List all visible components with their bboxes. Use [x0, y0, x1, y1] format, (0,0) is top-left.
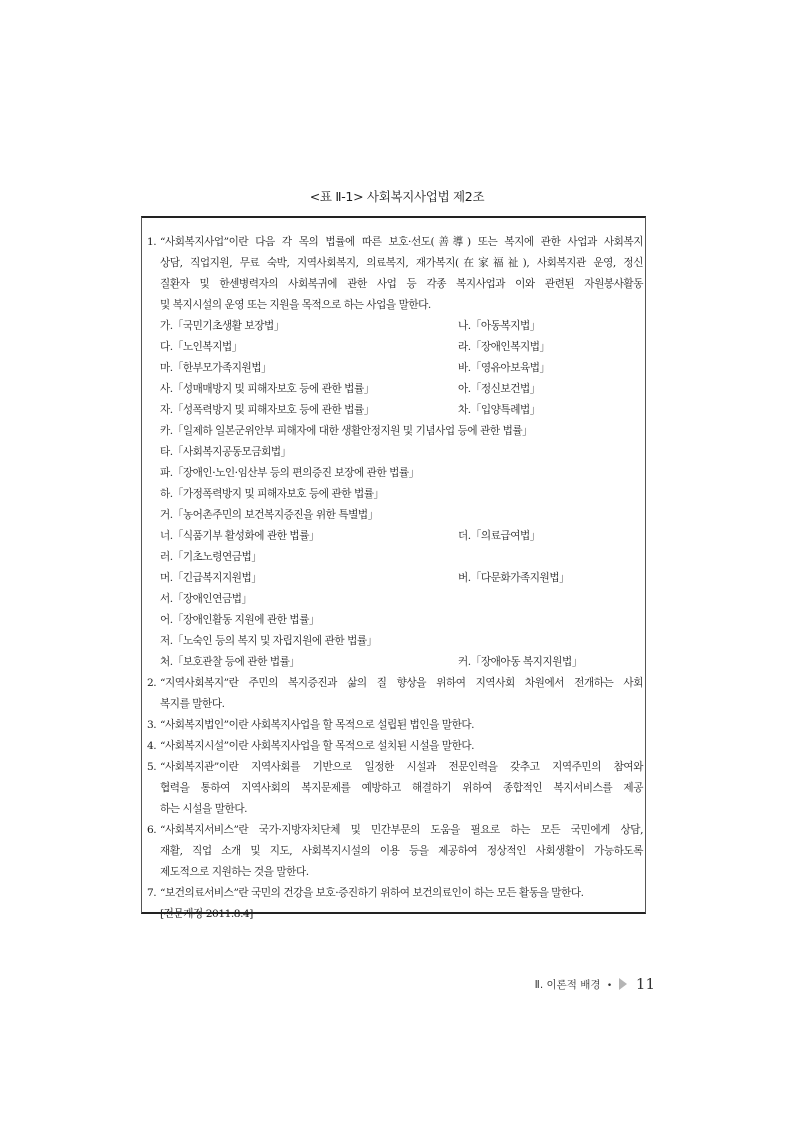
subitem-left: 처.「보호관찰 등에 관한 법률」	[160, 656, 300, 668]
subitem-row	[160, 358, 643, 379]
subitem-left: 파.「장애인·노인·임산부 등의 편의증진 보장에 관한 법률」	[160, 467, 419, 479]
item-text-line: 복지를 말한다.	[160, 698, 225, 710]
list-item	[147, 757, 643, 820]
item-text-line: “사회복지법인”이란 사회복지사업을 할 목적으로 설립된 법인을 말한다.	[160, 719, 475, 731]
subitem-right: 차.「입양특례법」	[458, 404, 540, 416]
subitem-left: 저.「노숙인 등의 복지 및 자립지원에 관한 법률」	[160, 635, 377, 647]
item-text-line: “사회복지관”이란 지역사회를 기반으로 일정한 시설과 전문인력을 갖추고 지역주민의 참여와	[160, 761, 643, 773]
revision-note: [전문개정 2011.8.4]	[160, 908, 253, 920]
item-text-line: “보건의료서비스”란 국민의 건강을 보호·증진하기 위하여 보건의료인이 하는 모든 활동을 말한다.	[160, 887, 584, 899]
item-number: 1.	[147, 236, 157, 248]
subitem-left: 너.「식품기부 활성화에 관한 법률」	[160, 530, 320, 542]
subitem-left: 가.「국민기초생활 보장법」	[160, 320, 284, 332]
table-content	[147, 232, 643, 925]
subitem-right: 버.「다문화가족지원법」	[458, 572, 570, 584]
list-item	[147, 715, 643, 736]
item-number: 7.	[147, 887, 157, 899]
item-text-line: 협력을 통하여 지역사회의 복지문제를 예방하고 해결하기 위하여 종합적인 복지서비스를 제공	[160, 782, 643, 794]
item-number: 2.	[147, 677, 157, 689]
subitem-left: 어.「장애인활동 지원에 관한 법률」	[160, 614, 320, 626]
item-text-line: “사회복지서비스”란 국가·지방자치단체 및 민간부문의 도움을 필요로 하는 모든 국민에게 상담,	[160, 824, 643, 836]
subitem-row	[160, 379, 643, 400]
item-list-1	[147, 232, 643, 316]
subitem-row	[160, 652, 643, 673]
subitem-left: 타.「사회복지공동모금회법」	[160, 446, 291, 458]
subitem-row	[160, 589, 643, 610]
subitem-row	[160, 442, 643, 463]
subitem-left: 마.「한부모가족지원법」	[160, 362, 272, 374]
subitem-row	[160, 421, 643, 442]
subitem-left: 머.「긴급복지지원법」	[160, 572, 262, 584]
item-number: 5.	[147, 761, 157, 773]
item-text-line: 및 복지시설의 운영 또는 지원을 목적으로 하는 사업을 말한다.	[160, 299, 431, 311]
subitem-row	[160, 400, 643, 421]
subitem-right: 나.「아동복지법」	[458, 320, 540, 332]
subitem-row	[160, 547, 643, 568]
page-number: 11	[635, 975, 655, 993]
subitem-row	[160, 505, 643, 526]
subitem-row	[160, 316, 643, 337]
footer-section: Ⅱ. 이론적 배경	[534, 979, 601, 991]
subitem-left: 사.「성매매방지 및 피해자보호 등에 관한 법률」	[160, 383, 374, 395]
subitem-row	[160, 463, 643, 484]
subitem-row	[160, 337, 643, 358]
item-text-line: 제도적으로 지원하는 것을 말한다.	[160, 866, 309, 878]
item-text-line: 상담, 직업지원, 무료 숙박, 지역사회복지, 의료복지, 재가복지(在家福祉), 사회복지관 운영, 정신	[160, 257, 643, 269]
list-item	[147, 673, 643, 715]
subitem-list	[147, 316, 643, 673]
item-text-line: “사회복지사업”이란 다음 각 목의 법률에 따른 보호·선도(善導) 또는 복지에 관한 사업과 사회복지	[160, 236, 643, 248]
subitem-left: 서.「장애인연금법」	[160, 593, 252, 605]
subitem-right: 아.「정신보건법」	[458, 383, 540, 395]
table-caption: <표 Ⅱ-1> 사회복지사업법 제2조	[309, 189, 485, 204]
item-number: 6.	[147, 824, 157, 836]
item-text-line: 질환자 및 한센병력자의 사회복귀에 관한 사업 등 각종 복지사업과 이와 관련된 자원봉사활동	[160, 278, 643, 290]
footer-bullet: •	[606, 981, 613, 991]
list-item	[147, 883, 643, 904]
item-text-line: “사회복지시설”이란 사회복지사업을 할 목적으로 설치된 시설을 말한다.	[160, 740, 475, 752]
subitem-left: 자.「성폭력방지 및 피해자보호 등에 관한 법률」	[160, 404, 374, 416]
item-text-line: 재활, 직업 소개 및 지도, 사회복지시설의 이용 등을 제공하여 정상적인 사회생활이 가능하도록	[160, 845, 643, 857]
subitem-left: 러.「기초노령연금법」	[160, 551, 262, 563]
page-footer	[470, 975, 655, 993]
subitem-right: 바.「영유아보육법」	[458, 362, 550, 374]
item-text-line: “지역사회복지”란 주민의 복지증진과 삶의 질 향상을 위하여 지역사회 차원에서 전개하는 사회	[160, 677, 643, 689]
subitem-row	[160, 484, 643, 505]
arrow-icon	[619, 978, 627, 990]
subitem-row	[160, 568, 643, 589]
subitem-left: 하.「가정폭력방지 및 피해자보호 등에 관한 법률」	[160, 488, 384, 500]
list-item	[147, 736, 643, 757]
subitem-left: 카.「일제하 일본군위안부 피해자에 대한 생활안정지원 및 기념사업 등에 관한 법률」	[160, 425, 533, 437]
subitem-left: 거.「농어촌주민의 보건복지증진을 위한 특별법」	[160, 509, 378, 521]
subitem-row	[160, 631, 643, 652]
subitem-left: 다.「노인복지법」	[160, 341, 242, 353]
subitem-right: 커.「장애아동 복지지원법」	[458, 656, 582, 668]
item-list-2	[147, 673, 643, 904]
list-item	[147, 232, 643, 316]
item-number: 4.	[147, 740, 157, 752]
item-text-line: 하는 시설을 말한다.	[160, 803, 248, 815]
list-item	[147, 820, 643, 883]
subitem-right: 더.「의료급여법」	[458, 530, 540, 542]
subitem-right: 라.「장애인복지법」	[458, 341, 550, 353]
item-number: 3.	[147, 719, 157, 731]
subitem-row	[160, 610, 643, 631]
subitem-row	[160, 526, 643, 547]
